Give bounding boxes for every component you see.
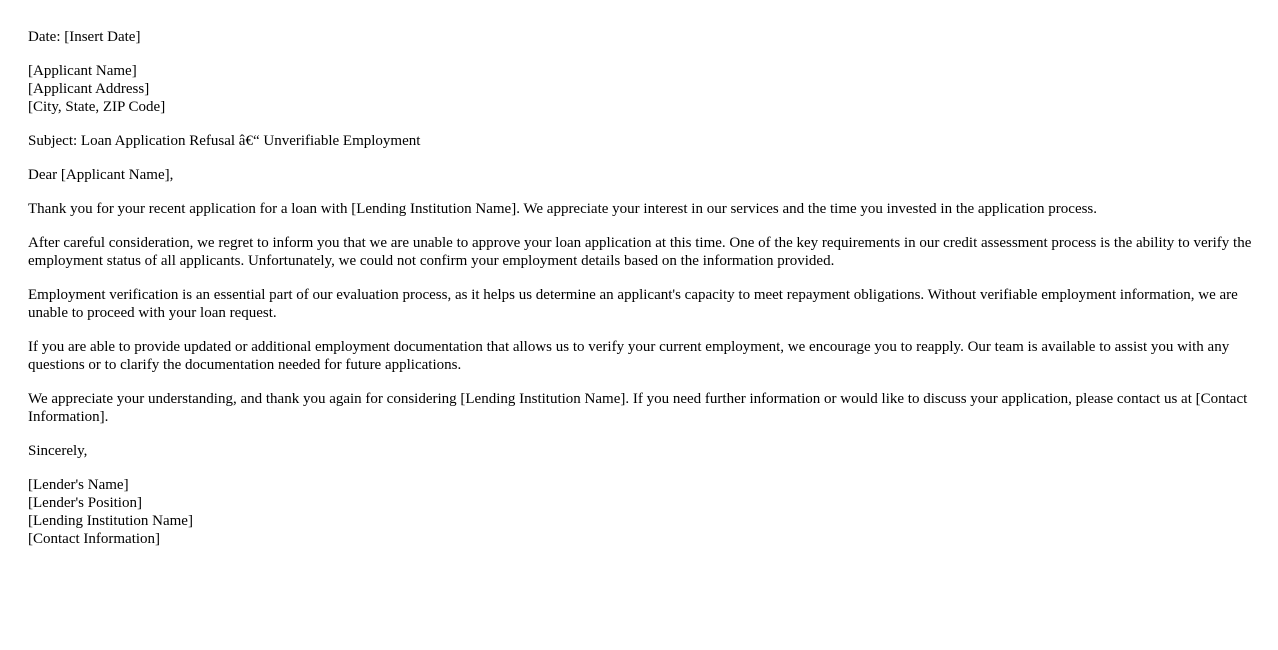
letter-closing: Sincerely, [28, 443, 88, 459]
letter-paragraph: Employment verification is an essential part of our evaluation process, as it helps us determine an applicant's capacity to meet repayment obligations. Without verifiable employment information, we are unable to proceed with your loan request. [28, 287, 1238, 321]
letter-subject: Subject: Loan Application Refusal â€“ Unverifiable Employment [28, 133, 421, 149]
letter-paragraph: If you are able to provide updated or additional employment documentation that allows us to verify your current employment, we encourage you to reapply. Our team is available to assist you with any questions or to clarify the documentation needed for future applications. [28, 339, 1230, 373]
letter-document [28, 28, 1254, 564]
recipient-address: [Applicant Address] [28, 81, 150, 97]
signature-position: [Lender's Position] [28, 495, 142, 511]
signature-name: [Lender's Name] [28, 477, 129, 493]
recipient-city-state-zip: [City, State, ZIP Code] [28, 99, 166, 115]
recipient-block [28, 62, 1254, 116]
signature-block [28, 476, 1254, 548]
signature-contact: [Contact Information] [28, 531, 161, 547]
letter-paragraph: We appreciate your understanding, and thank you again for considering [Lending Institution Name]. If you need further information or would like to discuss your application, please contact us at [Contact Information]. [28, 391, 1248, 425]
letter-date: Date: [Insert Date] [28, 29, 141, 45]
letter-salutation: Dear [Applicant Name], [28, 167, 174, 183]
letter-paragraph: After careful consideration, we regret to inform you that we are unable to approve your loan application at this time. One of the key requirements in our credit assessment process is the ability to verify the employment status of all applicants. Unfortunately, we could not confirm your employment details based on the information provided. [28, 235, 1252, 269]
recipient-name: [Applicant Name] [28, 63, 137, 79]
signature-institution: [Lending Institution Name] [28, 513, 193, 529]
letter-paragraph: Thank you for your recent application for a loan with [Lending Institution Name]. We appreciate your interest in our services and the time you invested in the application process. [28, 201, 1098, 217]
